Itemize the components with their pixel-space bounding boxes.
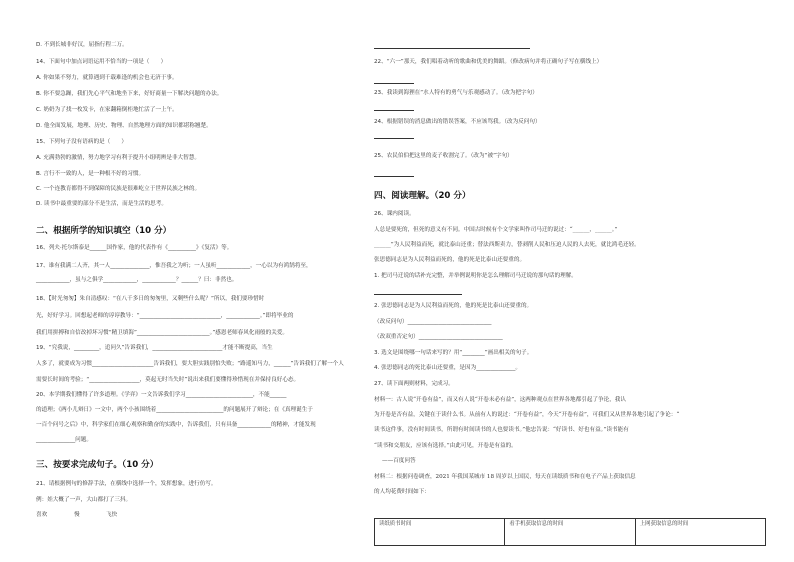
material-2-line-2: 的人均花费时间如下： [374,489,430,495]
material-1-line-2: 为开卷是否有益，关键在于读什么书。从前有人的说过：“开卷有益”，今天“开卷有益”，可我们又从世界各地引起了争论：“ [374,412,680,418]
reading-time-table [374,518,766,546]
answer-line [374,110,414,111]
q21-stem: 21、请根据例句的修辞手法，在横线中选择一个，发挥想象，进行仿写。 [36,481,217,487]
q17-line-1: 17、谁有我满二人齐，其一人______________，惟吾我之为听；一人虽听____________，一心以为有鸿鹄将至， [36,263,312,269]
word-choice: 慢 [74,512,80,518]
q18-line-3: 我们用拼搏和自信改掉坏习惯“精卫填海”__________________________。”感恩老师春风化雨般的关爱。 [36,330,289,336]
q27-stem: 27、读下面两则材料，完成习。 [374,381,454,387]
q13-option-d: D. 不到长城非好汉，屈指行程二万。 [36,42,128,48]
q21-example: 例：娃大概了一声，大山都打了三抖。 [36,497,132,503]
table-header-cell: 上网获取信息的时间 [639,521,689,527]
q14-stem: 14、下面句中加点词语运用不恰当的一项是（ ） [36,59,167,65]
answer-line [374,294,462,295]
material-1-line-3: 读书这件事，没有时间读书，所谓有时间读书的人也要读书。”他忠告说：“好读书、好也有益。”读书能有 [374,427,629,433]
section-3-title: 三、按要求完成句子。（10 分） [36,460,159,470]
table-header-cell: 读纸质书时间 [375,519,505,545]
q15-option-d: D. 读书中最重要的部分不是生活，而是生活的思考。 [36,201,167,207]
q24: 24、根据错误的消息做出的错误答案，不应该骂我。（改为反问句） [374,119,541,125]
passage-line-3: 张思德同志是为人民利益而死的，他的死是比泰山还要重的。 [374,257,526,263]
passage-line-2: ______”为人民利益而死，就比泰山还重；替法西斯卖力，替剥削人民和压迫人民的人去死，就比鸿毛还轻。 [374,242,640,248]
answer-line [374,48,530,49]
answer-line [374,138,414,139]
q26-item-1: 1. 把司马迁说的话补充完整，并举例说明你是怎么理解司马迁说的那句话的理解。 [374,273,577,279]
material-2-line-1: 材料二：根据问卷调查，2021 年我国某城市 18 周岁以上国民，每天在读纸质书和在电子产品上获取信息 [374,474,636,480]
section-2-title: 二、根据所学的知识填空（10 分） [36,226,172,236]
q20-line-1: 20、本学期我们懂得了许多道理。《学弈》一文告诉我们学习________________________，不能______ [36,392,287,398]
q14-option-d: D. 他全面发展，地理、历史、物理、自然地理方面的知识都堪称翘楚。 [36,123,212,129]
q15-stem: 15、下列句子没有语病的是（ ） [36,139,128,145]
q17-line-2: ____________，虽与之俱学____________，____________？______？曰：非然也。 [36,277,238,283]
q26-item-3: 3. 选文是围绕哪一句话来写的？用“________”画出相关的句子。 [374,350,533,356]
material-1-source: ——百度问答 [382,458,416,464]
q26-item-2a: （改反问句）______________________________ [374,319,492,325]
q19-line-2: 人多了，就要成为习惯______________________告诉我们，要大胆实践别怕失败；“路遥知马力，______”告诉我们了解一个人 [36,361,344,367]
q20-line-2: 的道理；《两小儿辩日》一文中，两个小孩围绕着________________________的问题展开了辩论；在《真理诞生于 [36,407,313,413]
q26-item-2b: （改双重否定句）______________________________ [374,334,503,340]
word-choice: 飞快 [106,512,118,518]
table-header-cell: 看手机获取信息的时间 [505,519,635,545]
answer-line [374,176,414,177]
q15-option-a: A. 充满勃勃的激情，努力地学习有利于提升小组明辨是非大智慧。 [36,155,200,161]
q26-item-4: 4. 张思德同志的死比泰山还要重，是因为______________。 [374,365,521,371]
passage-line-1: 人总是要死的，但死的意义有不同。中国古时候有个文学家叫作司马迁的说过：“______，______。” [374,227,618,233]
q15-option-b: B. 言行不一致的人，是一种根不好的习惯。 [36,171,145,177]
q16: 16、列夫·托尔斯泰是______国作家，他的代表作有《__________》《复活》等。 [36,245,233,251]
answer-line [374,83,414,84]
q15-option-c: C. 一个连教育都得不到保障的民族是很难屹立于世界民族之林的。 [36,186,201,192]
q20-line-4: ______________问题。 [36,437,92,443]
q18-line-2: 光，好好学习。回想起老师的谆谆教导：“_____________________________，____________。”即将毕业的 [36,313,294,319]
q25: 25、农民伯伯把这里的麦子收割完了。（改为“被”字句） [374,153,513,159]
q14-option-a: A. 你如果不努力，就算遇到千载难逢的机会也无济于事。 [36,75,178,81]
q19-line-1: 19、“究我说，_________，追问久”告诉我们，_________________________才能不断提高，当生 [36,345,273,351]
q22: 22、“六一”那天，我们唱着动听的歌曲和优美的舞蹈。（修改病句并将正确句子写在横线上） [374,59,603,65]
material-1-line-4: “读书和交朋友，应该有选择。”由此可见，开卷是有益的。 [374,443,517,449]
word-choice: 喜欢 [36,512,48,518]
q14-option-c: C. 奶奶为了找一枚发卡，在家翻箱倒柜地忙活了一上午。 [36,107,178,113]
q18-line-1: 18、【时光匆匆】朱自清感叹：“在八千多日的匆匆里，又剩些什么呢？”所以，我们要珍惜时 [36,296,265,302]
q26-item-2: 2. 张思德同志是为人民利益而死的，他的死是比泰山还要重的。 [374,303,533,309]
q19-line-3: 需要长时间的考验；“__________________，莫起无时当失时”说出来我们要懂得珍惜现在并保持良好心态。 [36,377,300,383]
section-4-title: 四、阅读理解。（20 分） [374,191,471,201]
material-1-line-1: 材料一：古人说“开卷有益”，而又有人说“开卷未必有益”，这两种观点在世界各地都引起了争论，我认 [374,397,626,403]
q14-option-b: B. 你不要急躁，我们先心平气和地坐下来，好好商量一下解决问题的办法。 [36,91,223,97]
q20-line-3: 一百个问号之后》中，科学家们在细心观察和勤奋的实践中，告诉我们，只有具备____________的精神，才能发现 [36,422,316,428]
q23: 23、我读到海狸在“水人特有的勇气与乐观感动了。（改为把字句） [374,90,538,96]
q26-stem: 26、课内阅读。 [374,211,415,217]
